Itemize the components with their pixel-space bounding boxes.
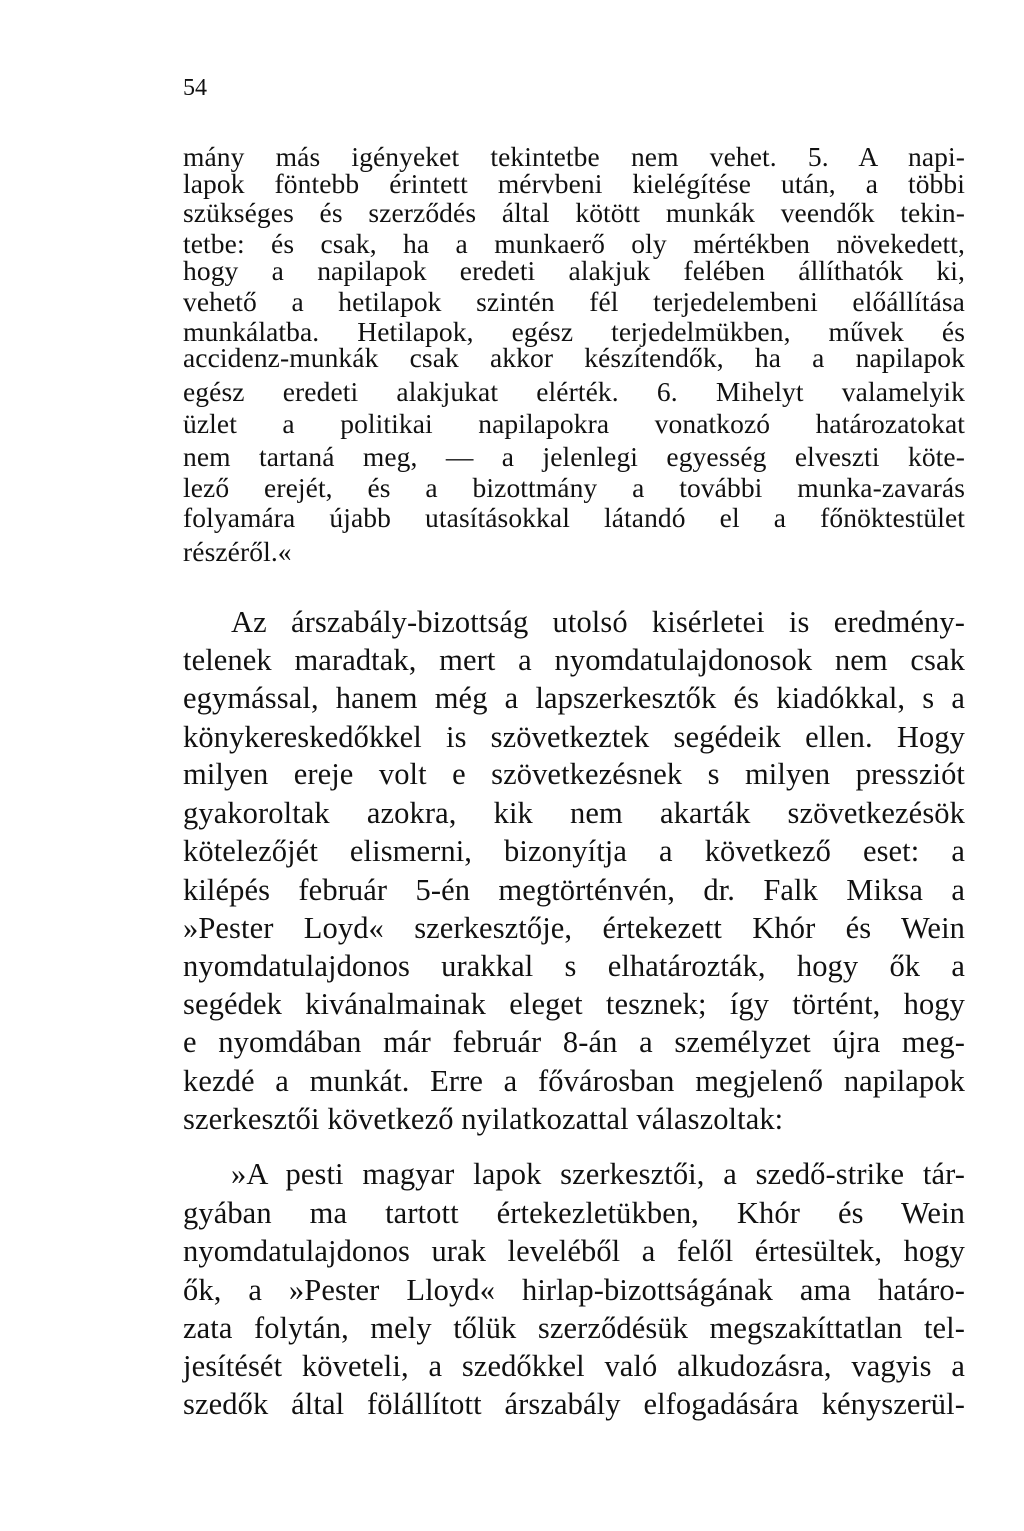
text-line: nem tartaná meg, — a jelenlegi egyesség elveszti köte- xyxy=(183,441,965,472)
text-line: gyában ma tartott értekezletükben, Khór és Wein xyxy=(183,1196,965,1230)
text-line: »A pesti magyar lapok szerkesztői, a szedő-strike tár- xyxy=(231,1157,965,1191)
text-line: vehető a hetilapok szintén fél terjedelembeni előállítása xyxy=(183,286,965,317)
text-line: szükséges és szerződés által kötött munkák veendők tekin- xyxy=(183,197,965,228)
text-line: gyakoroltak azokra, kik nem akarták szövetkezésök xyxy=(183,796,965,830)
text-line: szedők által fölállított árszabály elfogadására kényszerül- xyxy=(183,1387,965,1421)
text-line: egymással, hanem még a lapszerkesztők és kiadókkal, s a xyxy=(183,681,965,715)
text-line: »Pester Loyd« szerkesztője, értekezett Khór és Wein xyxy=(183,911,965,945)
text-line: nyomdatulajdonos urakkal s elhatározták, hogy ők a xyxy=(183,949,965,983)
text-line: milyen ereje volt e szövetkezésnek s milyen pressziót xyxy=(183,757,965,791)
text-line: részéről.« xyxy=(183,536,292,567)
text-line: munkálatba. Hetilapok, egész terjedelmükben, művek és xyxy=(183,316,965,347)
text-line: üzlet a politikai napilapokra vonatkozó határozatokat xyxy=(183,408,965,439)
text-line: jesítését követeli, a szedőkkel való alkudozásra, vagyis a xyxy=(183,1349,965,1383)
text-line: lapok föntebb érintett mérvbeni kielégítése után, a többi xyxy=(183,168,965,199)
text-line: tetbe: és csak, ha a munkaerő oly mértékben növekedett, xyxy=(183,228,965,259)
text-line: könykereskedőkkel is szövetkeztek segédeik ellen. Hogy xyxy=(183,720,965,754)
text-line: nyomdatulajdonos urak leveléből a felől értesültek, hogy xyxy=(183,1234,965,1268)
text-line: telenek maradtak, mert a nyomdatulajdonosok nem csak xyxy=(183,643,965,677)
text-line: ők, a »Pester Lloyd« hirlap-bizottságának ama határo- xyxy=(183,1273,965,1307)
text-line: kötelezőjét elismerni, bizonyítja a következő eset: a xyxy=(183,834,965,868)
text-line: folyamára újabb utasításokkal látandó el a főnöktestület xyxy=(183,502,965,533)
text-line: egész eredeti alakjukat elérték. 6. Mihelyt valamelyik xyxy=(183,376,965,407)
text-line: e nyomdában már február 8-án a személyzet újra meg- xyxy=(183,1025,965,1059)
text-line: zata folytán, mely tőlük szerződésük megszakíttatlan tel- xyxy=(183,1311,965,1345)
text-line: accidenz-munkák csak akkor készítendők, ha a napilapok xyxy=(183,342,965,373)
text-line: mány más igényeket tekintetbe nem vehet. 5. A napi- xyxy=(183,141,965,172)
text-line: szerkesztői következő nyilatkozattal válaszoltak: xyxy=(183,1102,784,1136)
text-line: lező erejét, és a bizottmány a további munka-zavarás xyxy=(183,472,965,503)
text-line: Az árszabály-bizottság utolsó kisérletei is eredmény- xyxy=(231,605,965,639)
text-line: hogy a napilapok eredeti alakjuk felében állíthatók ki, xyxy=(183,255,965,286)
text-line: kezdé a munkát. Erre a fővárosban megjelenő napilapok xyxy=(183,1064,965,1098)
text-line: kilépés február 5-én megtörténvén, dr. Falk Miksa a xyxy=(183,873,965,907)
text-line: segédek kivánalmainak eleget tesznek; így történt, hogy xyxy=(183,987,965,1021)
page-number: 54 xyxy=(183,75,207,101)
